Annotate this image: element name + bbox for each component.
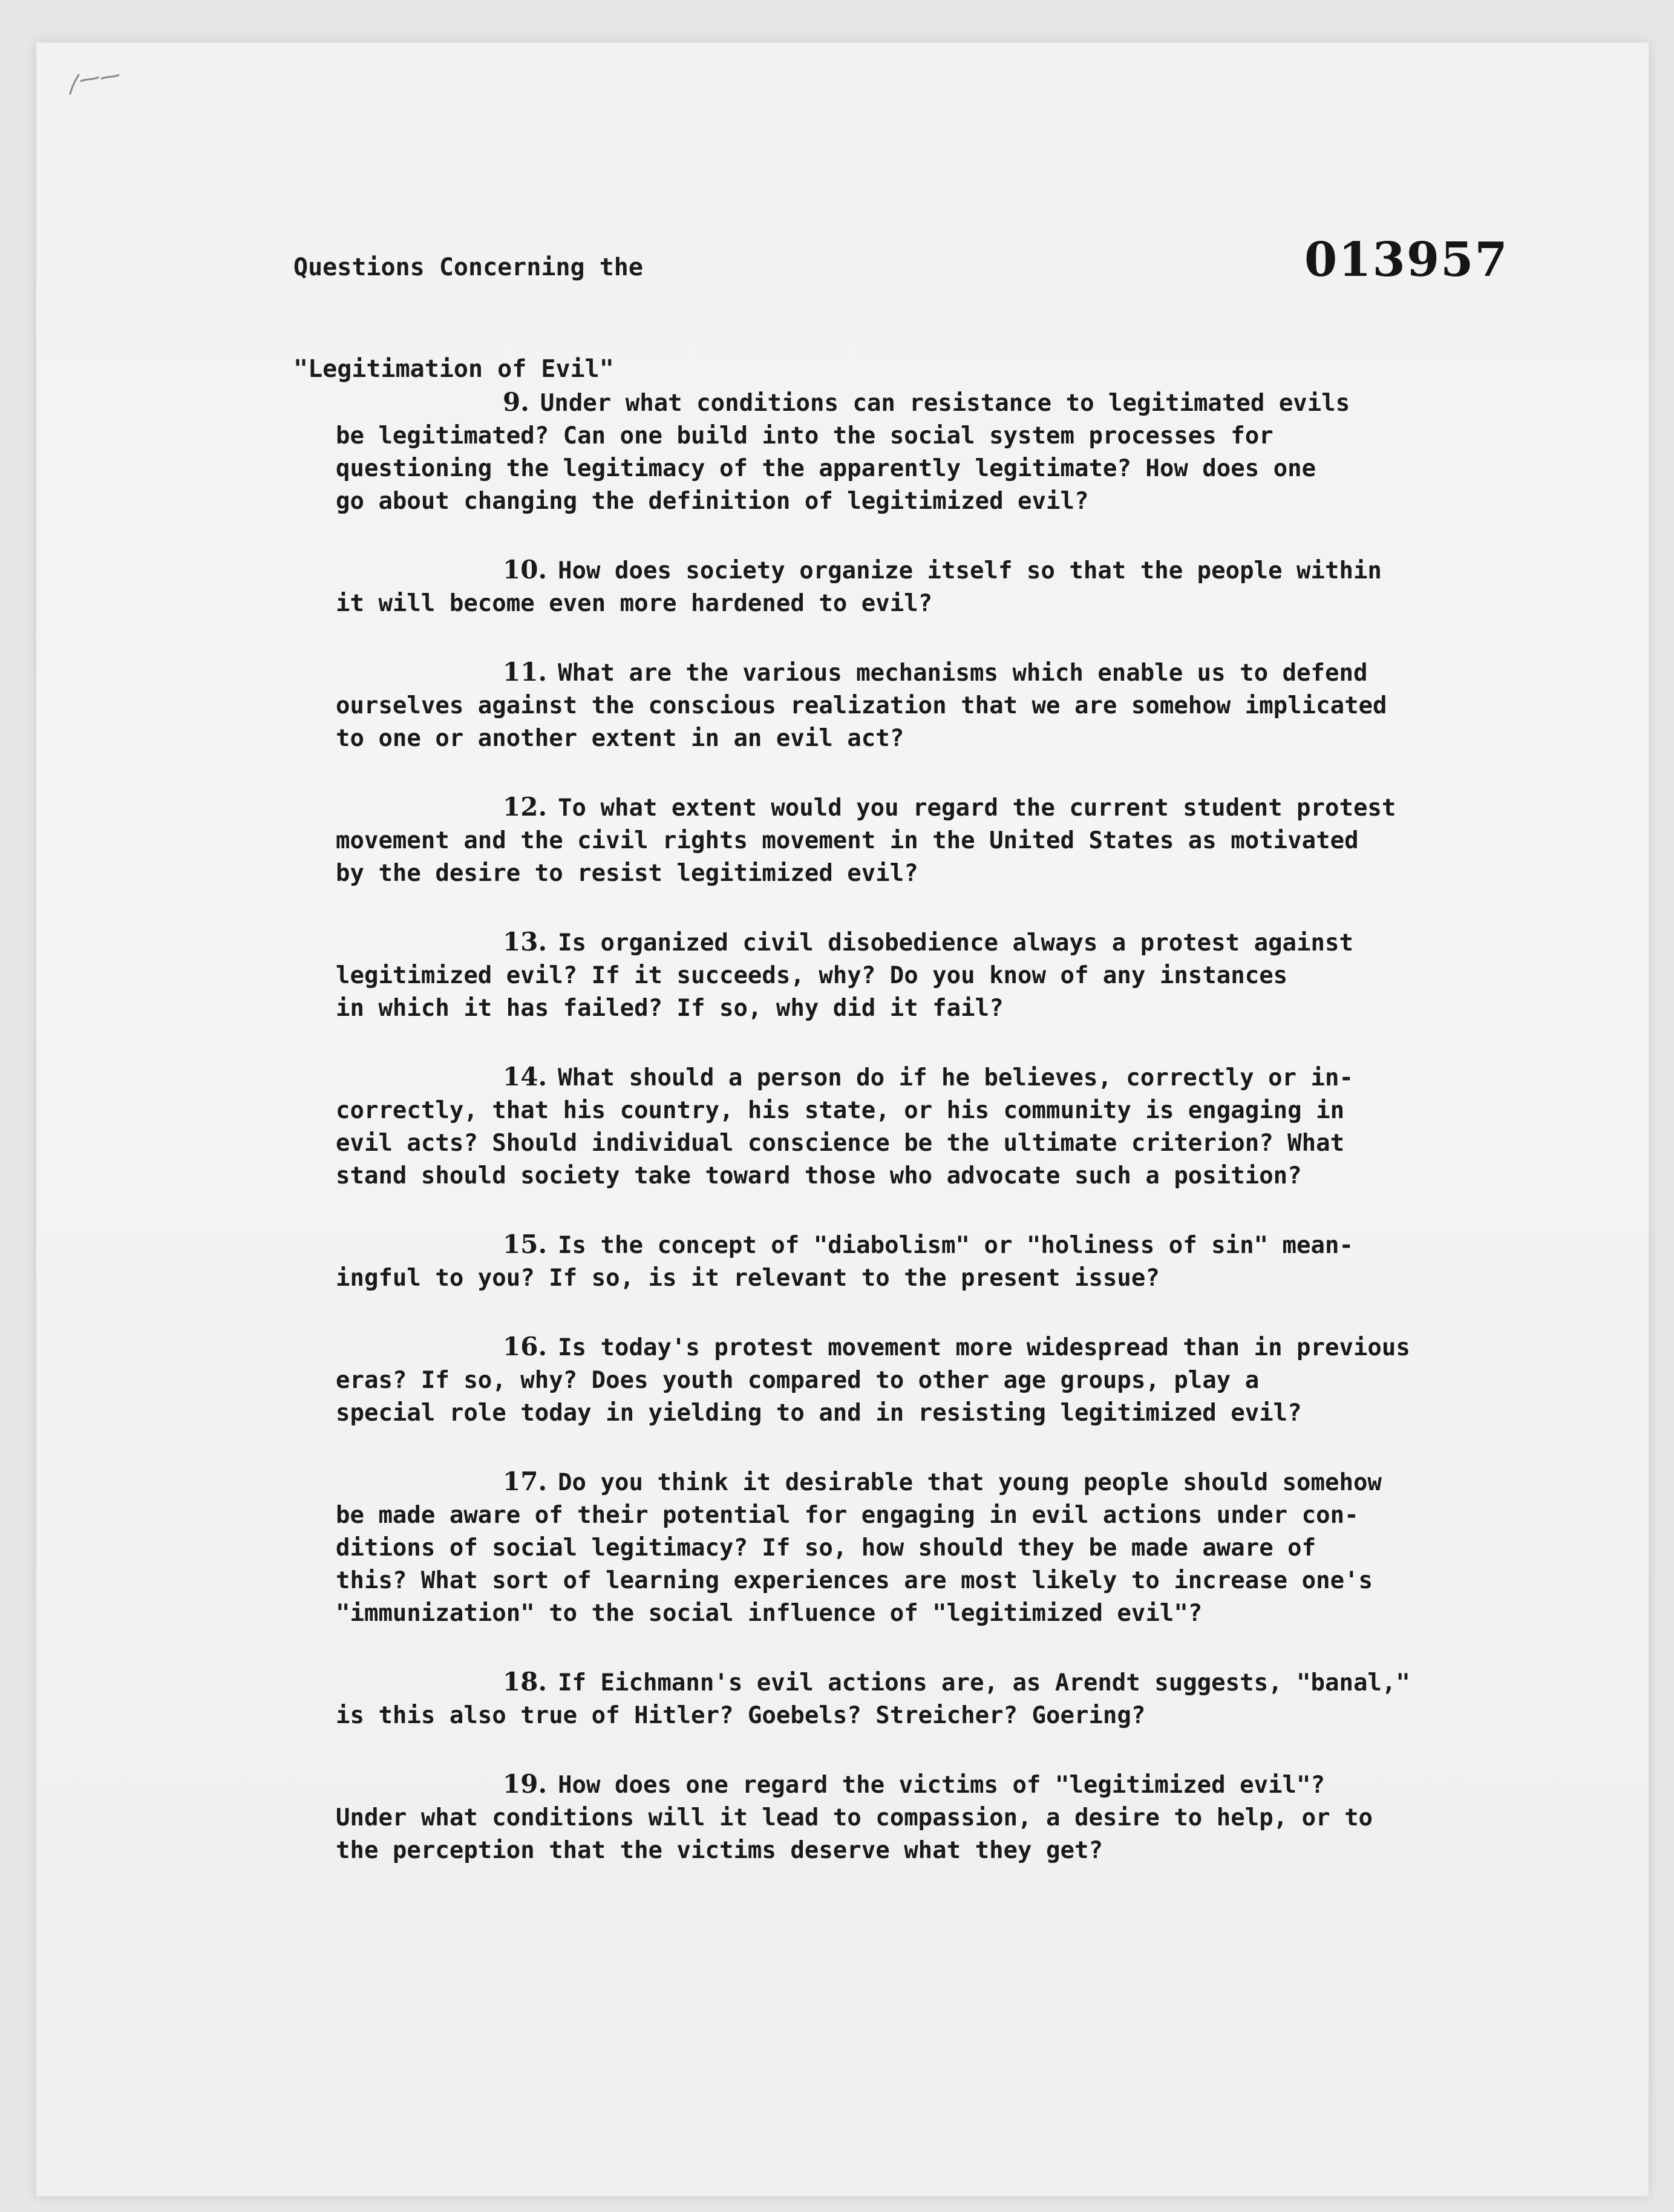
question-number: 13.	[503, 927, 548, 957]
question-item	[336, 656, 1546, 755]
question-number: 15.	[503, 1229, 548, 1259]
question-line: ditions of social legitimacy? If so, how should they be made aware of	[336, 1534, 1316, 1562]
question-first-line	[336, 1228, 1546, 1262]
question-line: eras? If so, why? Does youth compared to other age groups, play a	[336, 1367, 1260, 1394]
question-number: 16.	[503, 1332, 548, 1361]
question-first-line	[336, 1666, 1546, 1700]
title-line-2: "Legitimation of Evil"	[293, 355, 614, 383]
question-text: Is today's protest movement more widespread than in previous	[558, 1334, 1410, 1361]
question-line: in which it has failed? If so, why did it fail?	[336, 995, 1004, 1022]
question-text: What should a person do if he believes, correctly or in-	[558, 1064, 1353, 1091]
paper-sheet	[36, 42, 1649, 2196]
question-first-line	[336, 926, 1546, 960]
question-line: evil acts? Should individual conscience be the ultimate criterion? What	[336, 1130, 1345, 1157]
question-first-line	[336, 386, 1546, 420]
document-number-stamp: 013957	[1304, 232, 1509, 287]
question-item	[336, 926, 1546, 1025]
question-line: stand should society take toward those who advocate such a position?	[336, 1162, 1302, 1189]
question-first-line	[336, 1465, 1546, 1499]
question-item	[336, 791, 1546, 890]
question-line: questioning the legitimacy of the apparently legitimate? How does one	[336, 455, 1316, 482]
question-line: ingful to you? If so, is it relevant to the present issue?	[336, 1265, 1160, 1292]
question-line: correctly, that his country, his state, or his community is engaging in	[336, 1097, 1345, 1124]
question-line: the perception that the victims deserve what they get?	[336, 1837, 1103, 1864]
question-line: be made aware of their potential for engaging in evil actions under con-	[336, 1502, 1359, 1529]
question-number: 11.	[503, 657, 548, 687]
question-first-line	[336, 1768, 1546, 1802]
question-line: ourselves against the conscious realization that we are somehow implicated	[336, 692, 1387, 719]
question-item	[336, 1228, 1546, 1295]
title-line-1: Questions Concerning the	[293, 254, 643, 281]
question-number: 9.	[503, 387, 529, 417]
question-text: Do you think it desirable that young people should somehow	[558, 1469, 1382, 1496]
question-number: 18.	[503, 1667, 548, 1697]
question-text: What are the various mechanisms which enable us to defend	[558, 659, 1368, 687]
question-item	[336, 554, 1546, 620]
question-item	[336, 1061, 1546, 1193]
question-number: 19.	[503, 1769, 548, 1799]
question-number: 10.	[503, 555, 548, 584]
question-text: Is organized civil disobedience always a protest against	[558, 929, 1353, 957]
question-item	[336, 1768, 1546, 1867]
question-first-line	[336, 656, 1546, 690]
question-text: How does one regard the victims of "legitimized evil"?	[558, 1772, 1325, 1799]
question-first-line	[336, 1061, 1546, 1095]
question-text: If Eichmann's evil actions are, as Arendt suggests, "banal,"	[558, 1669, 1410, 1697]
question-number: 17.	[503, 1467, 548, 1496]
question-line: this? What sort of learning experiences are most likely to increase one's	[336, 1567, 1373, 1594]
question-line: special role today in yielding to and in resisting legitimized evil?	[336, 1399, 1302, 1427]
question-text: Is the concept of "diabolism" or "holiness of sin" mean-	[558, 1232, 1353, 1259]
question-line: to one or another extent in an evil act?	[336, 725, 904, 752]
question-line: is this also true of Hitler? Goebels? Streicher? Goering?	[336, 1702, 1146, 1729]
question-line: it will become even more hardened to evil?	[336, 590, 933, 617]
question-line: "immunization" to the social influence of "legitimized evil"?	[336, 1600, 1203, 1627]
question-line: be legitimated? Can one build into the social system processes for	[336, 422, 1273, 450]
question-item	[336, 1666, 1546, 1732]
question-line: by the desire to resist legitimized evil?	[336, 860, 918, 887]
question-first-line	[336, 1330, 1546, 1364]
question-line: legitimized evil? If it succeeds, why? Do you know of any instances	[336, 962, 1288, 989]
question-line: movement and the civil rights movement in the United States as motivated	[336, 827, 1359, 854]
question-line: Under what conditions will it lead to compassion, a desire to help, or to	[336, 1804, 1373, 1831]
question-text: To what extent would you regard the current student protest	[558, 794, 1396, 822]
question-first-line	[336, 791, 1546, 825]
question-number: 14.	[503, 1062, 548, 1091]
question-item	[336, 386, 1546, 518]
question-list	[336, 386, 1546, 1903]
pencil-mark	[58, 67, 149, 103]
question-line: go about changing the definition of legitimized evil?	[336, 488, 1089, 515]
question-item	[336, 1330, 1546, 1430]
question-text: Under what conditions can resistance to legitimated evils	[540, 390, 1350, 417]
question-item	[336, 1465, 1546, 1630]
question-number: 12.	[503, 792, 548, 822]
question-text: How does society organize itself so that the people within	[558, 557, 1382, 584]
question-first-line	[336, 554, 1546, 587]
